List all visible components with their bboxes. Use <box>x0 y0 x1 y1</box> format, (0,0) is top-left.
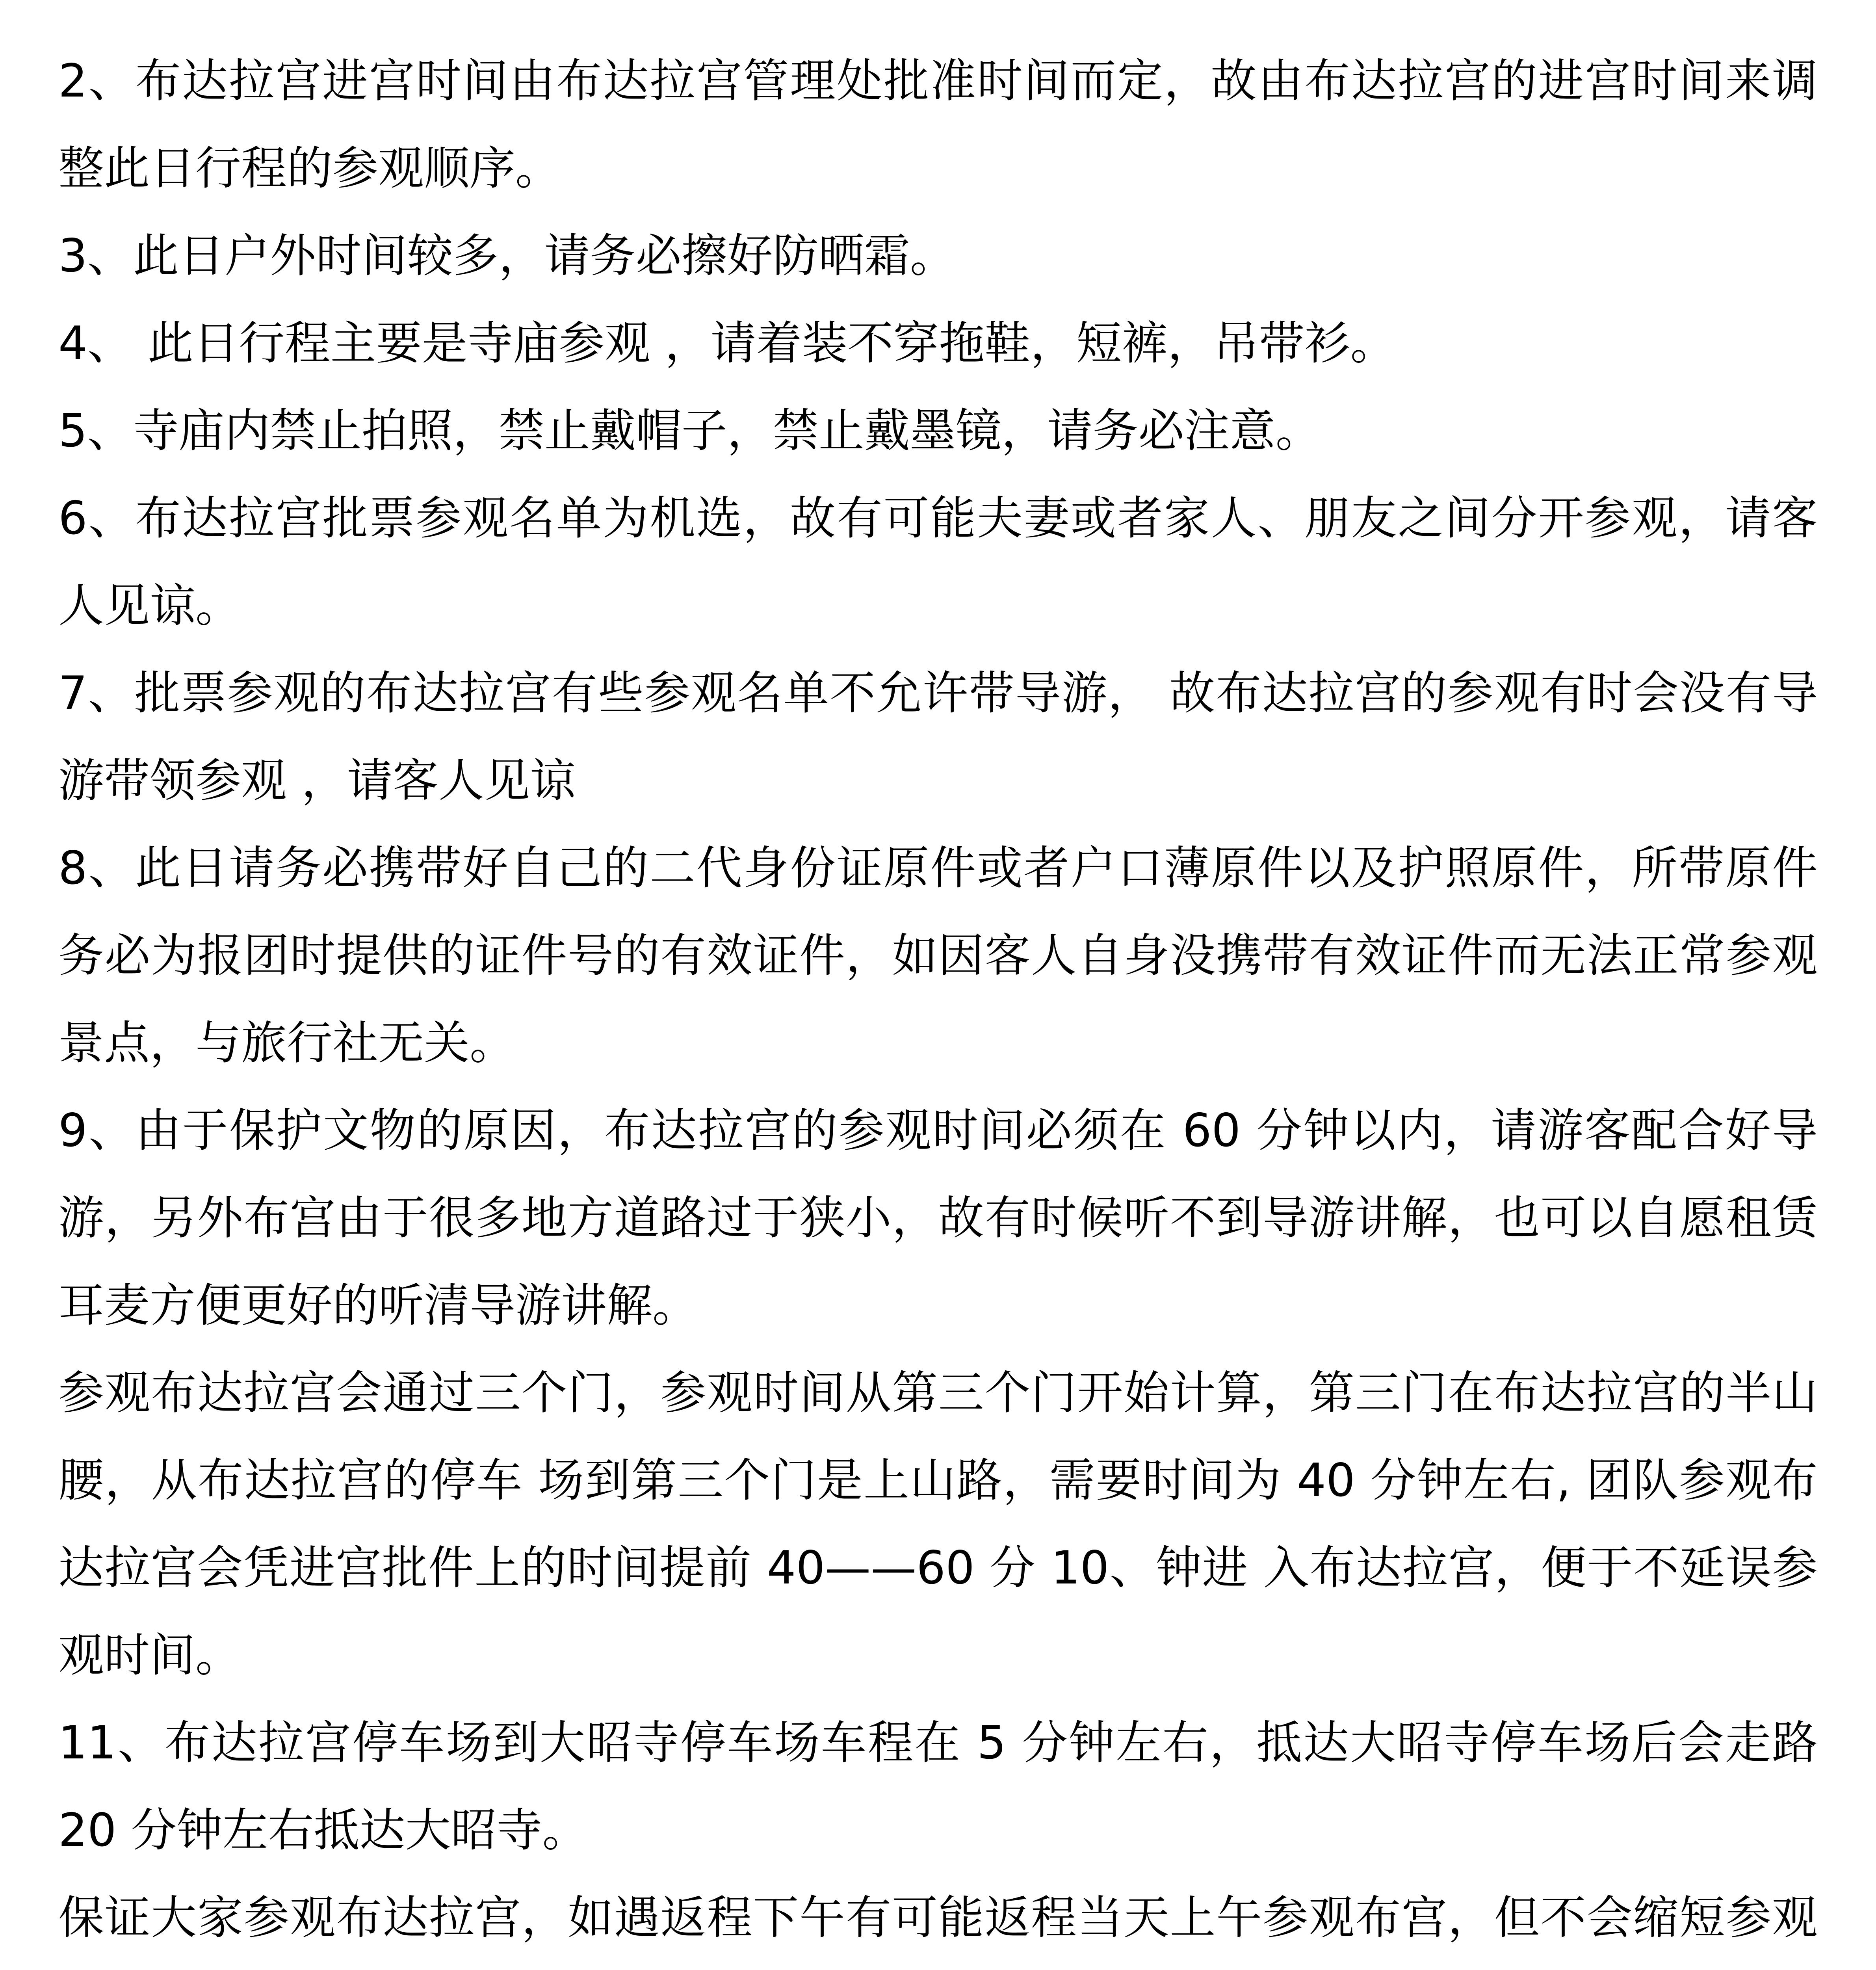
note-potala-gates: 参观布达拉宫会通过三个门，参观时间从第三个门开始计算，第三门在布达拉宫的半山腰，从布达拉宫的停车 场到第三个门是上山路，需要时间为 40 分钟左右, 团队参观布达拉宫会凭进宫批件上的时间提前 40——60 分 10、钟进 入布达拉宫，便于不延误参观时间。 <box>58 1366 1818 1682</box>
note-7-guide-restriction: 7、批票参观的布达拉宫有些参观名单不允许带导游， 故布达拉宫的参观有时会没有导游带领参观 ，请客人见谅 <box>58 667 1818 807</box>
note-schedule-guarantee: 保证大家参观布达拉宫，如遇返程下午有可能返程当天上午参观布宫，但不会缩短参观 <box>58 1891 1818 1944</box>
note-6-ticket-lottery: 6、布达拉宫批票参观名单为机选，故有可能夫妻或者家人、朋友之间分开参观，请客人见谅。 <box>58 492 1818 632</box>
note-5-temple-rules: 5、寺庙内禁止拍照，禁止戴帽子，禁止戴墨镜，请务必注意。 <box>58 404 1321 457</box>
document-page <box>58 37 1818 1970</box>
note-8-id-documents: 8、此日请务必携带好自己的二代身份证原件或者户口薄原件以及护照原件，所带原件务必为报团时提供的证件号的有效证件，如因客人自身没携带有效证件而无法正常参观景点，与旅行社无关。 <box>58 842 1818 1070</box>
note-2-entry-time: 2、布达拉宫进宫时间由布达拉宫管理处批准时间而定，故由布达拉宫的进宫时间来调整此日行程的参观顺序。 <box>58 54 1818 195</box>
note-3-sunscreen: 3、此日户外时间较多，请务必擦好防晒霜。 <box>58 229 956 282</box>
note-11-jokhang-transfer: 11、布达拉宫停车场到大昭寺停车场车程在 5 分钟左右，抵达大昭寺停车场后会走路 20 分钟左右抵达大昭寺。 <box>58 1716 1818 1857</box>
note-9-visit-duration: 9、由于保护文物的原因，布达拉宫的参观时间必须在 60 分钟以内，请游客配合好导游，另外布宫由于很多地方道路过于狭小，故有时候听不到导游讲解，也可以自愿租赁耳麦方便更好的听清导游讲解。 <box>58 1104 1818 1332</box>
note-4-dress-code: 4、 此日行程主要是寺庙参观 ，请着装不穿拖鞋，短裤，吊带衫。 <box>58 317 1396 370</box>
